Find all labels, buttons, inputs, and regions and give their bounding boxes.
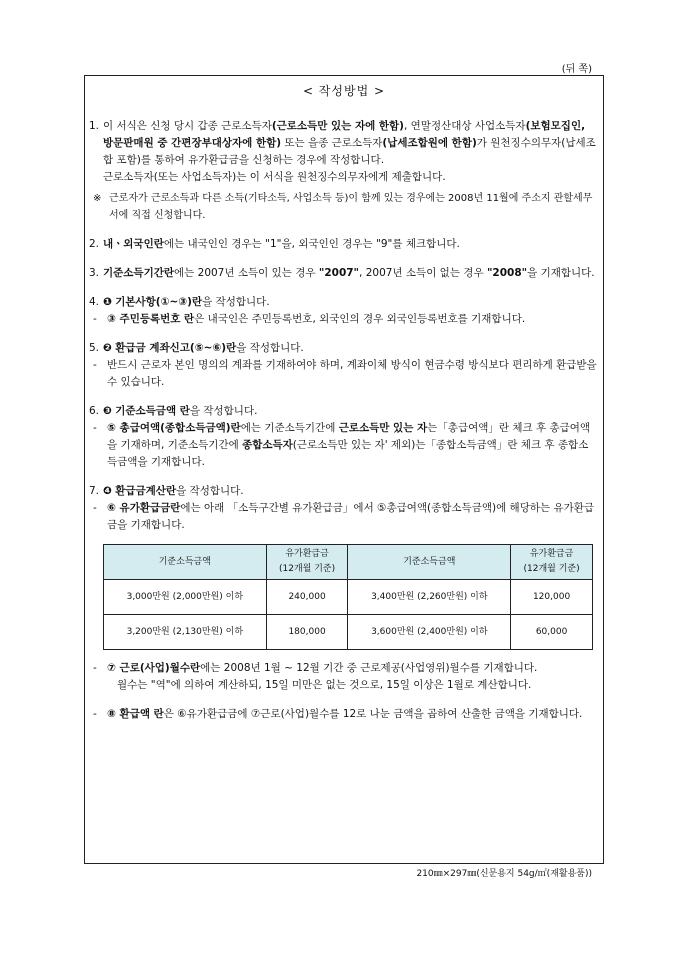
item-bold: 기준소득금액 란 xyxy=(115,405,190,417)
item-bold: (납세조합원에 한함) xyxy=(382,137,477,149)
item-text: 에는 내국인인 경우는 "1"을, 외국인인 경우는 "9"를 체크합니다. xyxy=(163,238,460,250)
instruction-item-5 xyxy=(89,340,597,391)
item-text: 이 서식은 신청 당시 갑종 근로소득자 xyxy=(103,120,272,132)
instructions-content xyxy=(89,118,597,735)
item-text: 을 작성합니다. xyxy=(202,296,270,308)
table-header-income: 기준소득금액 xyxy=(104,545,267,580)
item-bold: ③ 주민등록번호 란 xyxy=(107,313,195,325)
item-number: 7. xyxy=(89,485,100,497)
item-bold: 종합소득자 xyxy=(242,439,293,451)
instruction-item-7 xyxy=(89,483,597,723)
item-number: 2. xyxy=(89,238,100,250)
table-header-refund xyxy=(266,545,348,580)
table-cell: 180,000 xyxy=(266,615,348,650)
item-text: 을 작성합니다. xyxy=(189,405,258,417)
paper-spec-footer: 210㎜×297㎜(신문용지 54g/㎡(재활용품)) xyxy=(416,869,592,879)
page-side-label: (뒤 쪽) xyxy=(561,64,592,75)
item-number: 3. xyxy=(89,267,100,279)
section-marker-icon: ❹ xyxy=(103,485,112,497)
item-bold: 근로소득만 있는 자 xyxy=(338,422,428,434)
item-bold: (보험모집인, 방문판매원 중 간편장부대상자에 한함) xyxy=(103,120,586,149)
table-cell: 3,400만원 (2,260만원) 이하 xyxy=(348,580,511,615)
item-bold: "2008" xyxy=(486,267,528,279)
dash-mark: - xyxy=(93,502,97,514)
item-text: 근로소득자(또는 사업소득자)는 이 서식을 원천징수의무자에게 제출합니다. xyxy=(103,171,446,183)
item-text: , 연말정산대상 사업소득자 xyxy=(403,120,526,132)
item-bold: 환급금계산란 xyxy=(115,485,177,497)
table-cell: 240,000 xyxy=(266,580,348,615)
item-bold: (근로소득만 있는 자에 한함) xyxy=(271,120,404,132)
item-text: (근로소득만 있는 자' 제외)는「종합소득금액」란 체크 후 종합소득금액을 기재합니다. xyxy=(107,439,589,468)
dash-mark: - xyxy=(93,708,97,720)
table-cell: 3,200만원 (2,130만원) 이하 xyxy=(104,615,267,650)
item-text: , 2007년 소득이 없는 경우 xyxy=(359,267,487,279)
note xyxy=(93,190,597,224)
refund-table xyxy=(103,544,593,650)
section-marker-icon: ❷ xyxy=(103,342,112,354)
header-line: 유가환급금 xyxy=(529,549,574,559)
table-header-refund xyxy=(511,545,593,580)
note-text: 근로자가 근로소득과 다른 소득(기타소득, 사업소득 등)이 함께 있는 경우에는 2008년 11월에 주소지 관할세무서에 직접 신청합니다. xyxy=(109,193,593,221)
item-text: 을 기재합니다. xyxy=(527,267,595,279)
item-number: 1. xyxy=(89,120,100,132)
item-text: 을 작성합니다. xyxy=(236,342,304,354)
item-text: 에는 2007년 소득이 있는 경우 xyxy=(174,267,319,279)
item-bold: 환급금 계좌신고(⑤~⑥)란 xyxy=(115,342,237,354)
item-text: 가 원천징수의무자(납세조합 포함)를 통하여 유가환급금을 신청하는 경우에 작성합니다. xyxy=(103,137,596,166)
table-row xyxy=(104,615,593,650)
item-text: 을 작성합니다. xyxy=(176,485,244,497)
item-text: 은 ⑥유가환급금에 ⑦근로(사업)월수를 12로 나눈 금액을 곱하여 산출한 금액을 기재합니다. xyxy=(163,708,583,720)
item-number: 6. xyxy=(89,405,100,417)
item-bold: "2007" xyxy=(318,267,360,279)
instruction-item-2 xyxy=(89,236,597,253)
section-marker-icon: ❸ xyxy=(103,405,112,417)
item-text: 에는 기준소득기간에 xyxy=(240,422,339,434)
dash-mark: - xyxy=(93,662,97,674)
item-bold: ⑦ 근로(사업)월수란 xyxy=(107,662,201,674)
section-marker-icon: ❶ xyxy=(103,296,112,308)
item-text: 에는 아래 「소득구간별 유가환급금」에서 ⑤총급여액(종합소득금액)에 해당하는 유가환급금을 기재합니다. xyxy=(107,502,595,531)
table-header-income: 기준소득금액 xyxy=(348,545,511,580)
item-bold: 기준소득기간란 xyxy=(103,267,175,279)
item-number: 4. xyxy=(89,296,100,308)
instructions-frame xyxy=(84,75,604,864)
item-bold: 내ㆍ외국인란 xyxy=(103,238,164,250)
table-cell: 3,600만원 (2,400만원) 이하 xyxy=(348,615,511,650)
instruction-item-1 xyxy=(89,118,597,224)
dash-mark: - xyxy=(93,313,97,325)
page-title: < 작성방법 > xyxy=(302,84,386,98)
header-line: 유가환급금 xyxy=(285,549,329,559)
header-line: (12개월 기준) xyxy=(279,564,336,574)
item-text: 반드시 근로자 본인 명의의 계좌를 기재하여야 하며, 계좌이체 방식이 현금수령 방식보다 편리하게 환급받을 수 있습니다. xyxy=(107,359,597,388)
item-bold: ⑥ 유가환급금란 xyxy=(107,502,181,514)
item-bold: ⑤ 총급여액(종합소득금액)란 xyxy=(107,422,241,434)
header-line: (12개월 기준) xyxy=(523,564,580,574)
item-text: 에는 2008년 1월 ~ 12월 기간 중 근로제공(사업영위)월수를 기재합니다. xyxy=(200,662,538,674)
item-bold: 기본사항(①~③)란 xyxy=(115,296,203,308)
item-text: 은 내국인은 주민등록번호, 외국인의 경우 외국인등록번호를 기재합니다. xyxy=(194,313,526,325)
table-header-row xyxy=(104,545,593,580)
dash-mark: - xyxy=(93,359,97,371)
item-text: 또는 을종 근로소득자 xyxy=(281,137,383,149)
instruction-item-6 xyxy=(89,403,597,471)
item-number: 5. xyxy=(89,342,100,354)
item-text: 는「총급여액」란 체크 후 총급여액을 기재하며, 기준소득기간에 xyxy=(107,422,591,451)
table-cell: 60,000 xyxy=(511,615,593,650)
dash-mark: - xyxy=(93,422,97,434)
instruction-item-3 xyxy=(89,265,597,282)
table-row xyxy=(104,580,593,615)
note-mark: ※ xyxy=(93,193,102,204)
item-bold: ⑧ 환급액 란 xyxy=(107,708,164,720)
item-text: 월수는 "역"에 의하여 계산하되, 15일 미만은 없는 것으로, 15일 이상은 1월로 계산합니다. xyxy=(117,679,532,691)
table-cell: 3,000만원 (2,000만원) 이하 xyxy=(104,580,267,615)
table-cell: 120,000 xyxy=(511,580,593,615)
instruction-item-4 xyxy=(89,294,597,328)
